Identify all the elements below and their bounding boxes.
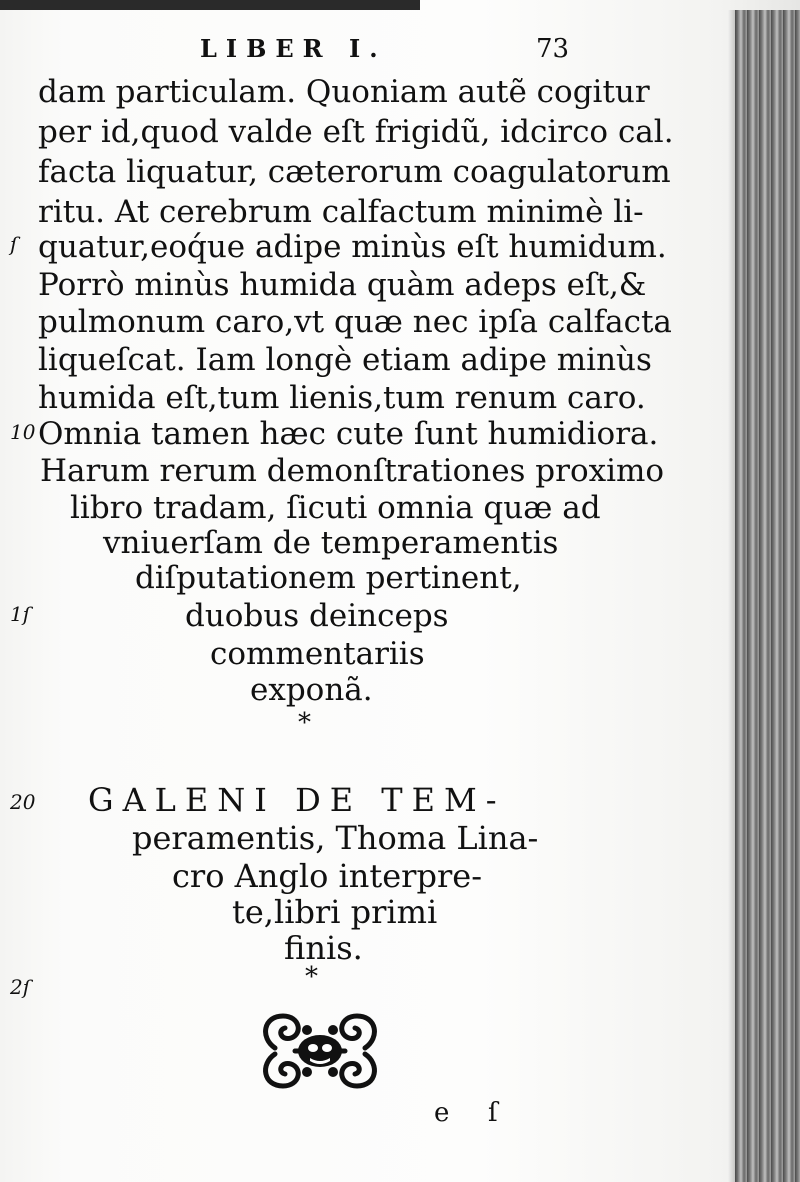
body-line: vniuerſam de temperamentis <box>103 525 559 561</box>
body-line: commentariis <box>210 636 425 672</box>
body-line: liqueſcat. Iam longè etiam adipe minùs <box>38 342 652 378</box>
fleuron-mark: * <box>298 708 311 738</box>
body-line: dam particulam. Quoniam autẽ cogitur <box>38 74 650 110</box>
colophon-line: peramentis, Thoma Lina- <box>132 819 539 857</box>
line-number: 20 <box>10 790 36 814</box>
signature-mark: ſ <box>488 1098 498 1128</box>
body-line: Porrò minùs humida quàm adeps eſt,& <box>38 267 647 303</box>
colophon-line: te,libri primi <box>232 893 438 931</box>
colophon-line: GALENI DE TEM- <box>88 781 506 819</box>
body-line: per id,quod valde eſt frigidũ, idcirco cal. <box>38 114 674 150</box>
catchword: e <box>434 1098 450 1128</box>
colophon-line: finis. <box>284 929 363 967</box>
body-line: quatur,eoq́ue adipe minùs eſt humidum. <box>38 229 667 265</box>
line-number: 2ſ <box>10 975 31 999</box>
body-line: duobus deinceps <box>185 598 449 634</box>
body-line: humida eſt,tum lienis,tum renum caro. <box>38 380 646 416</box>
body-line: Omnia tamen hæc cute ſunt humidiora. <box>38 416 659 452</box>
fleuron-mark: * <box>305 962 318 992</box>
page-number: 73 <box>536 34 570 64</box>
line-number: ſ <box>10 232 18 256</box>
top-shadow <box>0 0 420 10</box>
line-number: 10 <box>10 420 36 444</box>
running-head: LIBER I. <box>200 34 387 63</box>
line-number: 1ſ <box>10 602 31 626</box>
body-line: libro tradam, ſicuti omnia quæ ad <box>70 490 601 526</box>
body-line: pulmonum caro,vt quæ nec ipſa calfacta <box>38 304 672 340</box>
colophon-line: cro Anglo interpre- <box>172 857 482 895</box>
page-header <box>0 34 735 64</box>
body-line: diſputationem pertinent, <box>135 560 522 596</box>
body-line: facta liquatur, cæterorum coagulatorum <box>38 154 671 190</box>
body-line: exponã. <box>250 672 373 708</box>
body-line: ritu. At cerebrum calfactum minimè li- <box>38 194 644 230</box>
body-line: Harum rerum demonſtrationes proximo <box>40 453 665 489</box>
printers-ornament <box>255 1008 385 1094</box>
